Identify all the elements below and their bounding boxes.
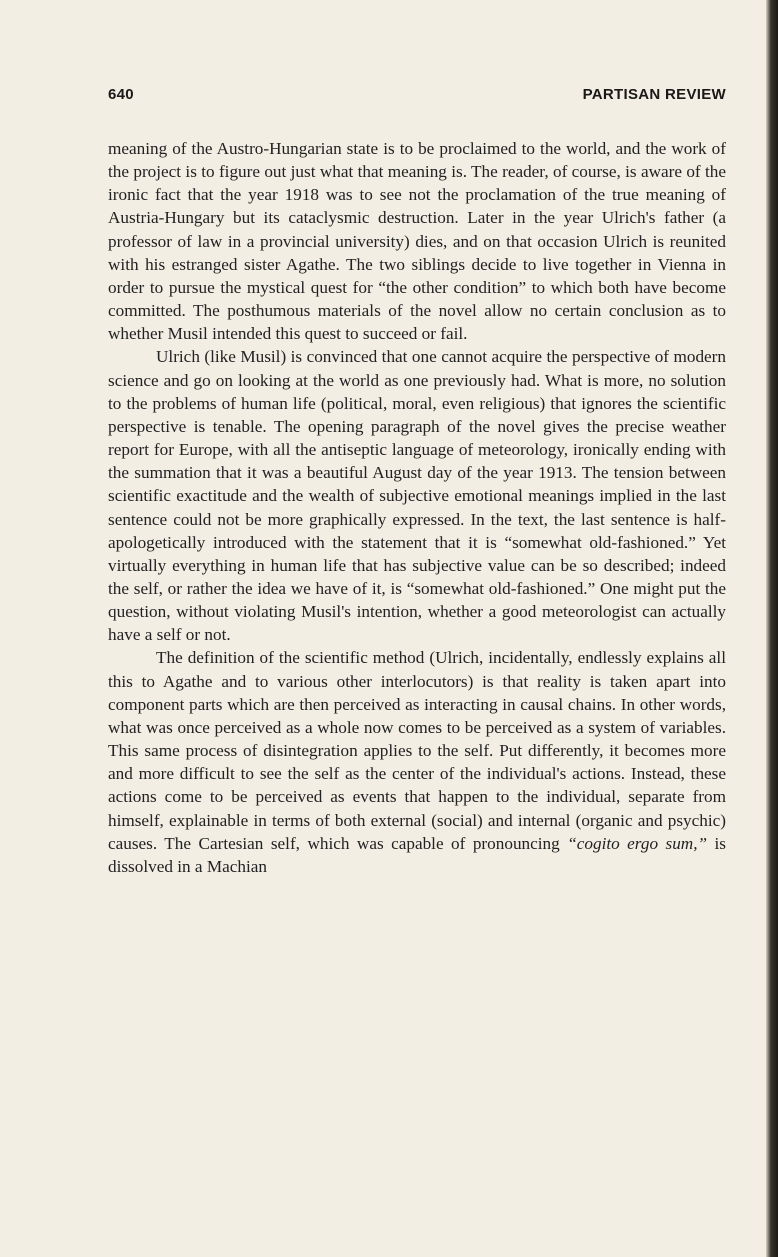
paragraph-2-text: Ulrich (like Musil) is convinced that one cannot acquire the perspective of modern science and go on looking at the world as one previously had. What is more, no solution to the problems of human life (political, moral, even religious) that ignores the scientific perspective is tenable. The opening paragraph of the novel gives the precise weather report for Europe, with all the antiseptic language of meteorology, ironically ending with the summation that it was a beautiful August day of the year 1913. The tension between scientific exactitude and the wealth of subjective emotional meanings implied in the last sentence could not be more graphically expressed. In the text, the last sentence is half-apologetically introduced with the statement that it is “somewhat old-fashioned.” Yet virtually everything in human life that has subjective value can be so described; indeed the self, or rather the idea we have of it, is “somewhat old-fashioned.” One might put the question, without violating Musil's intention, whether a good meteorologist can actually have a self or not. (108, 347, 726, 645)
page-number: 640 (108, 86, 134, 103)
running-head (108, 86, 726, 110)
journal-title: PARTISAN REVIEW (582, 86, 726, 103)
latin-quote: “cogito ergo sum,” (567, 833, 708, 853)
paragraph-3-text: The definition of the scientific method (Ulrich, incidentally, endlessly explains all this to Agathe and to various other interlocutors) is that reality is taken apart into component parts which are then perceived as interacting in causal chains. In other words, what was once perceived as a whole now comes to be perceived as a system of variables. This same process of disintegration applies to the self. Put differently, it becomes more and more difficult to see the self as the center of the individual's actions. Instead, these actions come to be perceived as events that happen to the individual, separate from himself, explainable in terms of both external (social) and internal (organic and psychic) causes. The Cartesian self, which was capable of pronouncing (108, 648, 726, 853)
page-edge-shadow (766, 0, 778, 1257)
paragraph-3 (108, 646, 726, 878)
body-text (108, 137, 726, 878)
paragraph-3-tail: is dissolved in a Machian (108, 833, 726, 876)
paragraph-2 (108, 345, 726, 646)
paragraph-1-text: meaning of the Austro-Hungarian state is to be proclaimed to the world, and the work of the project is to figure out just what that meaning is. The reader, of course, is aware of the ironic fact that the year 1918 was to see not the proclamation of the true meaning of Austria-Hungary but its cataclysmic destruction. Later in the year Ulrich's father (a professor of law in a provincial university) dies, and on that occasion Ulrich is reunited with his estranged sister Agathe. The two siblings decide to live together in Vienna in order to pursue the mystical quest for “the other condition” to which both have become committed. The posthumous materials of the novel allow no certain conclusion as to whether Musil intended this quest to succeed or fail. (108, 139, 726, 344)
paragraph-1 (108, 137, 726, 345)
